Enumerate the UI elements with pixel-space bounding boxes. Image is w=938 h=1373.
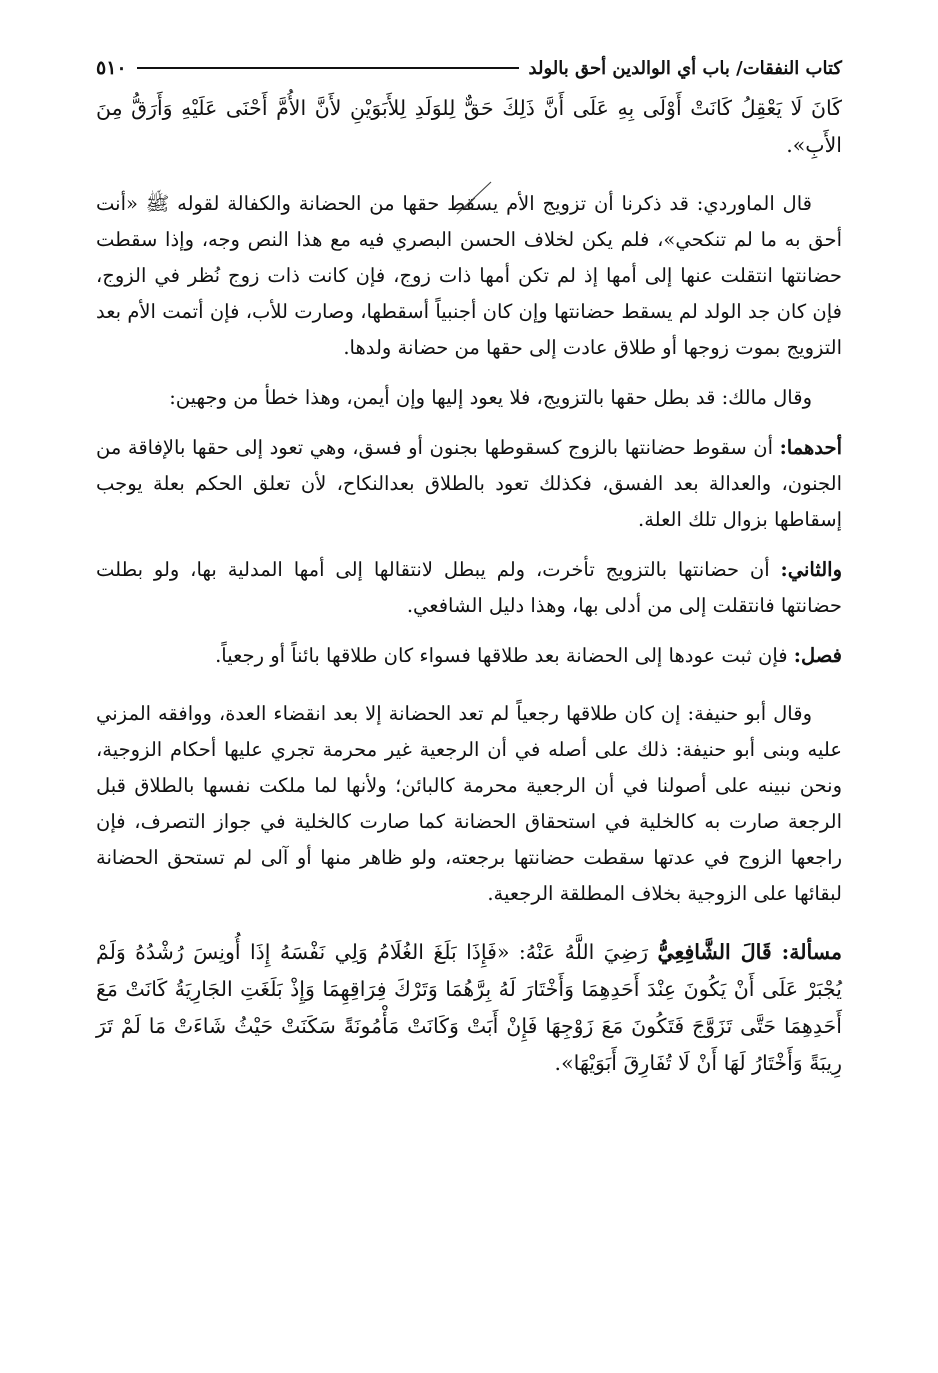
page-body <box>96 52 842 1094</box>
paragraph-second-reason <box>96 552 842 624</box>
paragraph-fasl <box>96 638 842 674</box>
chapter-title: كتاب النفقات/ باب أي الوالدين أحق بالولد <box>528 57 842 79</box>
paragraph-mawardi <box>96 186 842 366</box>
paragraph-label: والثاني: <box>780 558 843 581</box>
running-header <box>96 52 842 84</box>
paragraph-text: فإن ثبت عودها إلى الحضانة بعد طلاقها فسواء كان طلاقها بائناً أو رجعياً. <box>215 644 788 667</box>
paragraph-masala <box>96 934 842 1082</box>
paragraph-first-reason <box>96 430 842 538</box>
paragraph-malik <box>96 380 842 416</box>
paragraph-label: فصل: <box>793 644 842 667</box>
paragraph-text: وقال مالك: قد بطل حقها بالتزويج، فلا يعود إليها وإن أيمن، وهذا خطأ من وجهين: <box>169 386 812 409</box>
page-number: ٥١٠ <box>96 57 127 79</box>
paragraph-quote-continuation <box>96 90 842 164</box>
paragraph-text: قال الماوردي: قد ذكرنا أن تزويج الأم يسقط حقها من الحضانة والكفالة لقوله ﷺ «أنت أحق به ما لم تنكحي»، فلم يكن لخلاف الحسن البصري فيه مع هذا النص وجه، وإذا سقطت حضانتها انتقلت عنها إلى أمها إذ لم تكن أمها ذات زوج، فإن كانت ذات زوج نُظر في الزوج، فإن كان جد الولد لم يسقط حضانتها وإن كان أجنبياً أسقطها، وصارت للأب، فإن أتمت الأم بعد التزويج بموت زوجها أو طلاق عادت إلى حقها من حضانة ولدها. <box>96 192 842 359</box>
header-rule <box>137 67 519 69</box>
paragraph-text: أن حضانتها بالتزويج تأخرت، ولم يبطل لانتقالها إلى أمها المدلية بها، ولو بطلت حضانتها فانتقلت إلى من أدلى بها، وهذا دليل الشافعي. <box>96 558 842 617</box>
paragraph-abu-hanifa <box>96 696 842 912</box>
paragraph-label: أحدهما: <box>779 436 842 459</box>
paragraph-text: أن سقوط حضانتها بالزوج كسقوطها بجنون أو فسق، وهي تعود إلى حقها بالإفاقة من الجنون، والعدالة بعد الفسق، فكذلك تعود بالطلاق بعدالنكاح، لأن تعلق الحكم بعلة يوجب إسقاطها بزوال تلك العلة. <box>96 436 842 531</box>
paragraph-text: وقال أبو حنيفة: إن كان طلاقها رجعياً لم تعد الحضانة إلا بعد انقضاء العدة، ووافقه المزني عليه وبنى أبو حنيفة: ذلك على أصله في أن الرجعية غير محرمة تجري عليها أحكام الزوجية، ونحن نبينه على أصولنا في أن الرجعية محرمة كالبائن؛ ولأنها لما ملكت نفسها بالطلاق قبل الرجعة صارت به كالخلية في استحقاق الحضانة كما صارت كالخلية في جواز التصرف، فإن راجعها الزوج في عدتها سقطت حضانتها برجعته، ولو ظاهر منها أو آلى لم تستحق الحضانة لبقائها على الزوجية بخلاف المطلقة الرجعية. <box>96 702 842 905</box>
paragraph-text: كَانَ لَا يَعْقِلُ كَانَتْ أَوْلَى بِهِ عَلَى أَنَّ ذَلِكَ حَقٌّ لِلوَلَدِ لِلأَبَوَيْنِ لأَنَّ الأُمَّ أَحْنَى عَلَيْهِ وَأَرَقُّ مِنَ الأَبِ». <box>96 96 842 157</box>
paragraph-label: مسألة: قَالَ الشَّافِعِيُّ <box>657 940 842 964</box>
paragraph-text: رَضِيَ اللَّهُ عَنْهُ: «فَإِذَا بَلَغَ الغُلَامُ وَلِي نَفْسَهُ إِذَا أُونِسَ رُشْدُهُ وَلَمْ يُجْبَرْ عَلَى أَنْ يَكُونَ عِنْدَ أَحَدِهِمَا وَأَخْتَارَ لَهُ بِرَّهُمَا وَتَرْكَ فِرَاقِهِمَا وَإِذْ بَلَغَتِ الجَارِيَةُ كَانَتْ مَعَ أَحَدِهِمَا حَتَّى تَزَوَّجَ فَتَكُونَ مَعَ زَوْجِهَا فَإِنْ أَبَتْ وَكَانَتْ مَأْمُونَةً سَكَنَتْ حَيْثُ شَاءَتْ مَا لَمْ تَرَ رِيبَةً وَأَخْتَارُ لَهَا أَنْ لَا تُفَارِقَ أَبَوَيْهَا». <box>96 940 842 1075</box>
